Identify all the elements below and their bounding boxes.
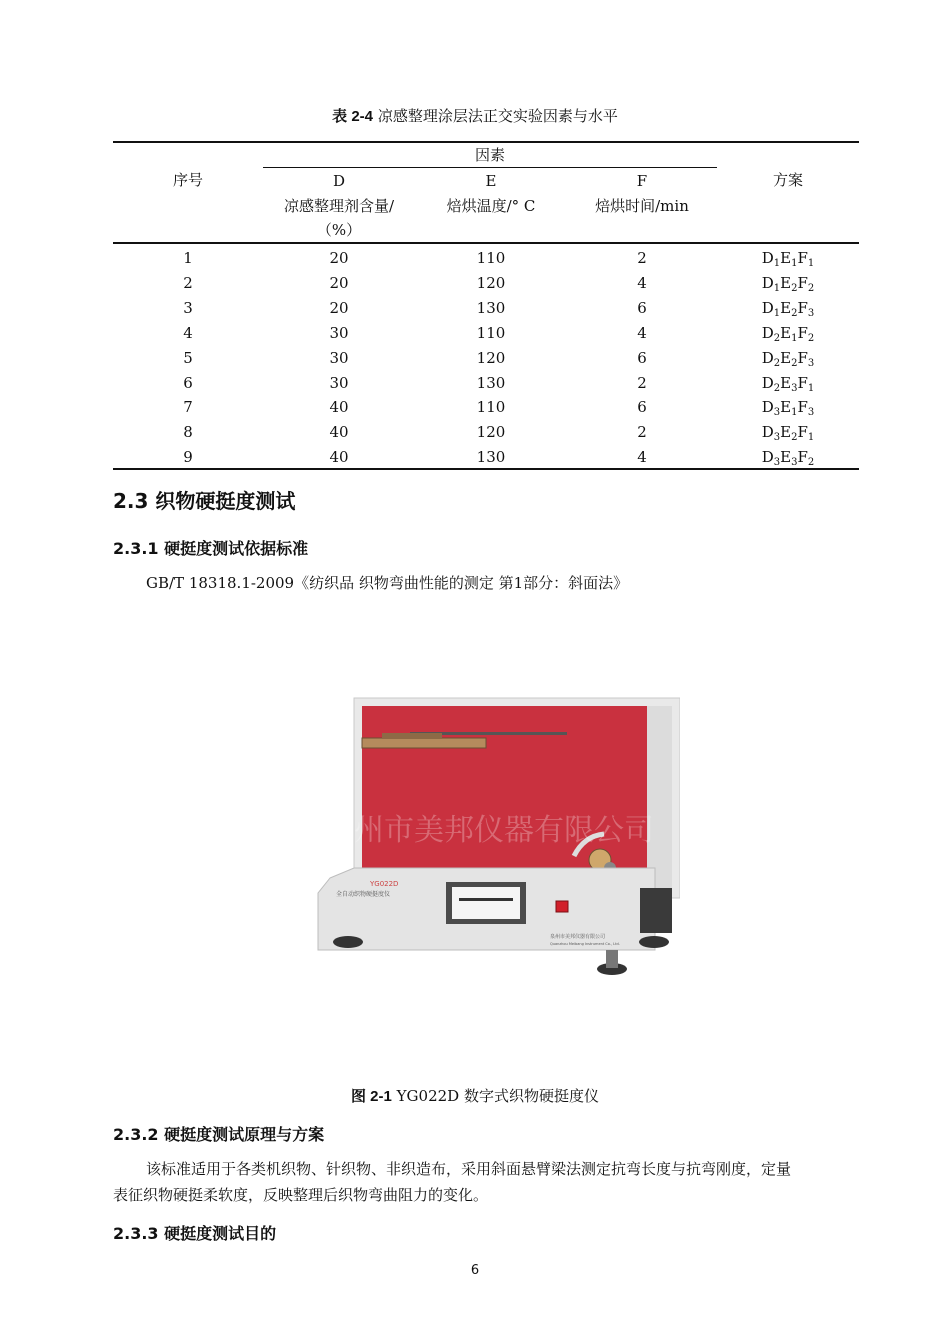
table-cell-f: 2 xyxy=(637,423,647,442)
table-cell-d: 30 xyxy=(329,373,349,392)
header-e-name: 焙烘温度/° C xyxy=(446,197,536,215)
table-cell-e: 130 xyxy=(476,448,506,467)
table-cell-no: 9 xyxy=(183,448,193,467)
table-cell-plan: $D_1E_1F_1$ xyxy=(761,249,815,269)
header-d-name: 凉感整理剂含量/ xyxy=(283,197,395,215)
figure-caption-label: 图 2-1 xyxy=(351,1088,392,1105)
table-cell-f: 2 xyxy=(637,249,647,267)
watermark: 泉州市美邦仪器有限公司 xyxy=(324,813,654,848)
table-cell-f: 4 xyxy=(637,273,647,292)
table-cell-no: 2 xyxy=(183,273,193,292)
section-heading-2-3-2: 2.3.2 硬挺度测试原理与方案 xyxy=(113,1125,325,1144)
display-readout xyxy=(459,898,513,901)
header-d-unit: （%） xyxy=(316,221,362,239)
table-cell-f: 4 xyxy=(637,448,647,467)
foot-left xyxy=(333,936,363,948)
table-cell-e: 130 xyxy=(476,373,506,392)
table-cell-e: 110 xyxy=(476,249,506,267)
table-cell-e: 130 xyxy=(476,298,506,317)
company-en-label: Quanzhou Meibang Instrument Co., Ltd. xyxy=(550,942,620,946)
table-cell-d: 40 xyxy=(329,398,349,417)
table-cell-e: 120 xyxy=(476,348,506,367)
table-cell-plan: $D_2E_3F_1$ xyxy=(761,373,815,394)
table-cell-d: 20 xyxy=(329,298,349,317)
table-cell-no: 7 xyxy=(183,398,193,417)
header-plan: 方案 xyxy=(772,171,803,189)
table-header-rule xyxy=(113,242,859,244)
table-caption-text: 凉感整理涂层法正交实验因素与水平 xyxy=(377,107,618,125)
paragraph-line-2: 表征织物硬挺柔软度，反映整理后织物弯曲阻力的变化。 xyxy=(113,1186,489,1204)
header-e-code: E xyxy=(485,172,497,190)
table-cell-d: 30 xyxy=(329,348,349,367)
table-cell-f: 6 xyxy=(637,398,647,417)
foot-stem xyxy=(606,950,618,968)
table-cell-no: 6 xyxy=(183,373,193,392)
table-factor-rule xyxy=(263,167,717,168)
figure-caption xyxy=(0,1085,950,1106)
table-cell-f: 4 xyxy=(637,323,647,342)
table-cell-d: 40 xyxy=(329,448,349,467)
table-cell-plan: $D_2E_2F_3$ xyxy=(761,348,815,369)
table-cell-plan: $D_3E_3F_2$ xyxy=(761,448,815,469)
table-cell-no: 3 xyxy=(183,298,193,317)
company-label: 泉州市美邦仪器有限公司 xyxy=(550,934,606,940)
table-cell-d: 20 xyxy=(329,249,349,267)
table-cell-no: 1 xyxy=(183,249,193,267)
header-no: 序号 xyxy=(172,171,203,189)
slider-plate xyxy=(362,738,486,748)
display-screen xyxy=(452,887,520,919)
table-caption-label: 表 2-4 xyxy=(332,108,374,125)
foot-right xyxy=(639,936,669,948)
section-heading-2-3: 2.3 织物硬挺度测试 xyxy=(113,489,296,513)
paragraph-line-1: 该标准适用于各类机织物、针织物、非织造布，采用斜面悬臂梁法测定抗弯长度与抗弯刚度，定量 xyxy=(146,1160,792,1178)
table-cell-d: 40 xyxy=(329,423,349,442)
table-cell-f: 6 xyxy=(637,348,647,367)
section-heading-2-3-1: 2.3.1 硬挺度测试依据标准 xyxy=(113,539,309,558)
table-cell-plan: $D_3E_2F_1$ xyxy=(761,423,815,444)
section-heading-2-3-3: 2.3.3 硬挺度测试目的 xyxy=(113,1224,277,1243)
table-cell-f: 6 xyxy=(637,298,647,317)
table-cell-plan: $D_1E_2F_2$ xyxy=(761,273,815,294)
table-cell-no: 4 xyxy=(183,323,193,342)
table-cell-plan: $D_3E_1F_3$ xyxy=(761,398,815,419)
instrument-photo xyxy=(310,688,680,983)
side-connector xyxy=(640,888,672,933)
page-number: 6 xyxy=(470,1263,480,1278)
table-cell-e: 110 xyxy=(476,398,506,417)
panel-side xyxy=(647,706,672,890)
table-cell-f: 2 xyxy=(637,373,647,392)
figure-caption-text: YG022D 数字式织物硬挺度仪 xyxy=(396,1087,599,1105)
table-cell-e: 120 xyxy=(476,423,506,442)
header-f-code: F xyxy=(636,172,648,190)
model-label: YG022D xyxy=(370,880,399,888)
table-cell-no: 5 xyxy=(183,348,193,367)
table-cell-plan: $D_1E_2F_3$ xyxy=(761,298,815,319)
table-cell-d: 20 xyxy=(329,273,349,292)
table-cell-e: 120 xyxy=(476,273,506,292)
table-cell-d: 30 xyxy=(329,323,349,342)
table-cell-e: 110 xyxy=(476,323,506,342)
header-f-name: 焙烘时间/min xyxy=(595,197,689,215)
header-d-code: D xyxy=(332,172,346,190)
table-cell-plan: $D_2E_1F_2$ xyxy=(761,323,815,344)
panel-label: 全自动织物硬挺度仪 xyxy=(336,891,391,898)
standard-reference: GB/T 18318.1-2009《纺织品 织物弯曲性能的测定 第1部分：斜面法》 xyxy=(146,574,629,592)
header-factor: 因素 xyxy=(474,146,505,164)
table-cell-no: 8 xyxy=(183,423,193,442)
power-switch xyxy=(556,901,568,912)
slider-clamp xyxy=(382,733,442,739)
table-caption xyxy=(0,105,950,126)
